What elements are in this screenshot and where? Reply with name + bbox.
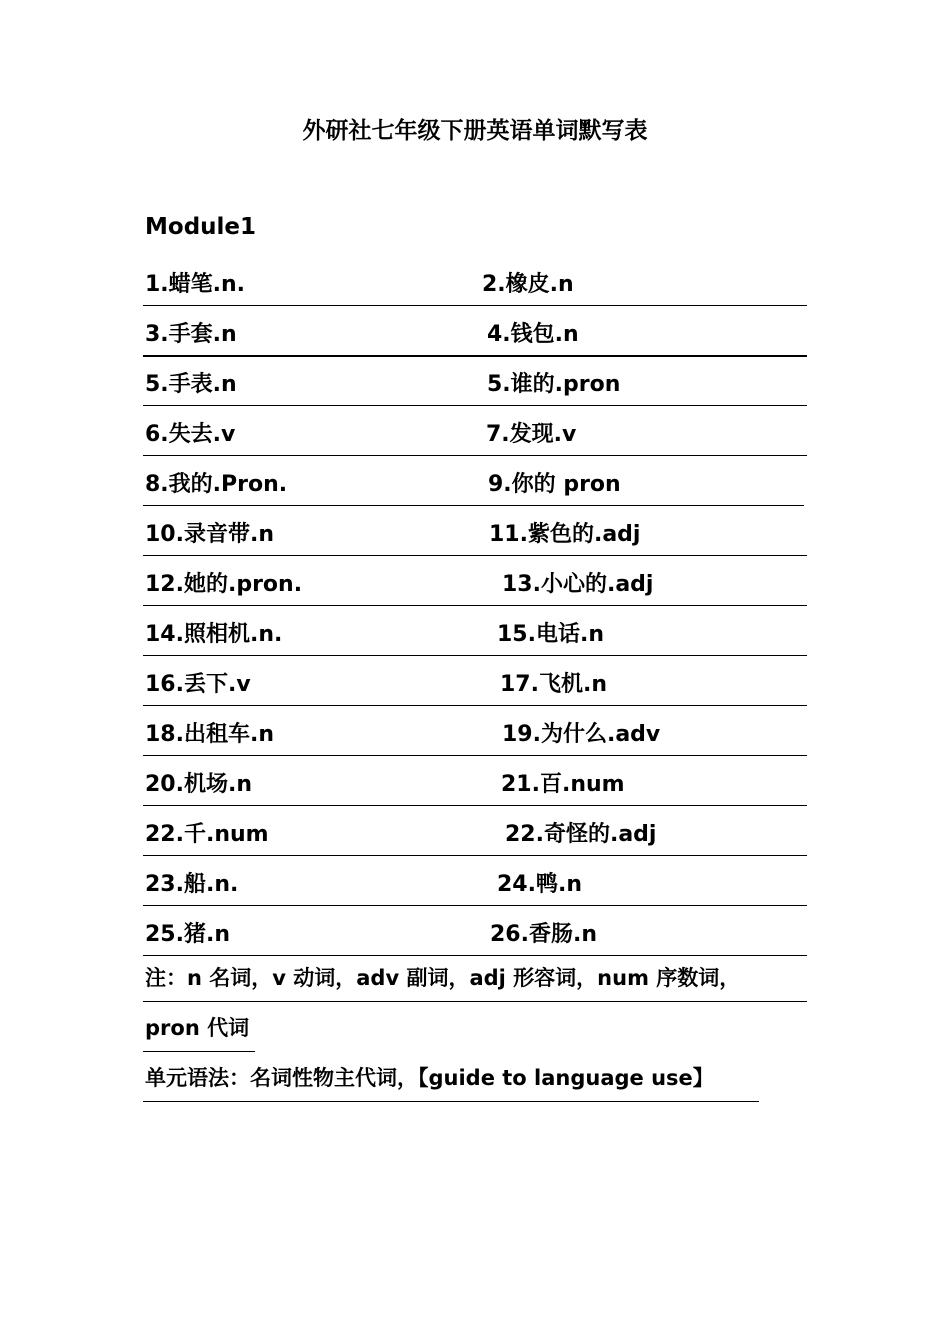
word-cell-left: 23.船.n. <box>145 872 239 897</box>
module-heading: Module1 <box>145 214 257 240</box>
word-cell-right: 11.紫色的.adj <box>489 522 641 547</box>
table-row <box>143 705 807 756</box>
table-row <box>143 255 807 306</box>
word-cell-right: 9.你的 pron <box>488 472 621 497</box>
word-cell-left: 6.失去.v <box>145 422 236 447</box>
word-cell-right: 26.香肠.n <box>490 922 597 947</box>
word-cell-left: 12.她的.pron. <box>145 572 303 597</box>
word-cell-left: 20.机场.n <box>145 772 252 797</box>
table-row <box>143 855 807 906</box>
note-underline-2 <box>143 1051 255 1052</box>
word-cell-right: 24.鸭.n <box>497 872 582 897</box>
word-cell-left: 18.出租车.n <box>145 722 274 747</box>
word-cell-right: 2.橡皮.n <box>482 272 574 297</box>
word-cell-right: 17.飞机.n <box>500 672 607 697</box>
word-cell-left: 10.录音带.n <box>145 522 274 547</box>
grammar-line: 单元语法：名词性物主代词，【guide to language use】 <box>145 1066 714 1090</box>
word-cell-left: 14.照相机.n. <box>145 622 283 647</box>
word-cell-right: 21.百.num <box>501 772 625 797</box>
word-cell-right: 22.奇怪的.adj <box>505 822 657 847</box>
table-row <box>143 505 807 556</box>
word-cell-left: 16.丢下.v <box>145 672 251 697</box>
page-title: 外研社七年级下册英语单词默写表 <box>302 118 648 144</box>
word-cell-left: 5.手表.n <box>145 372 237 397</box>
word-cell-right: 13.小心的.adj <box>502 572 654 597</box>
table-row <box>143 405 807 456</box>
table-row <box>143 805 807 856</box>
word-cell-right: 15.电话.n <box>497 622 604 647</box>
grammar-underline <box>143 1101 759 1102</box>
word-cell-right: 7.发现.v <box>486 422 577 447</box>
word-cell-right: 4.钱包.n <box>487 322 579 347</box>
word-cell-left: 25.猪.n <box>145 922 230 947</box>
note-line-1: 注：n 名词，v 动词，adv 副词，adj 形容词，num 序数词， <box>145 966 741 990</box>
table-row <box>143 655 807 706</box>
table-row <box>143 555 807 606</box>
word-cell-left: 8.我的.Pron. <box>145 472 288 497</box>
note-underline-1 <box>143 1001 807 1002</box>
table-row <box>143 905 807 956</box>
word-cell-right: 19.为什么.adv <box>502 722 661 747</box>
word-cell-left: 22.千.num <box>145 822 269 847</box>
word-cell-right: 5.谁的.pron <box>487 372 621 397</box>
table-row <box>143 305 807 357</box>
table-row <box>143 355 807 406</box>
table-row <box>143 605 807 656</box>
table-row <box>143 755 807 806</box>
word-cell-left: 3.手套.n <box>145 322 237 347</box>
table-row <box>143 455 804 506</box>
word-cell-left: 1.蜡笔.n. <box>145 272 246 297</box>
note-line-2: pron 代词 <box>145 1016 250 1040</box>
